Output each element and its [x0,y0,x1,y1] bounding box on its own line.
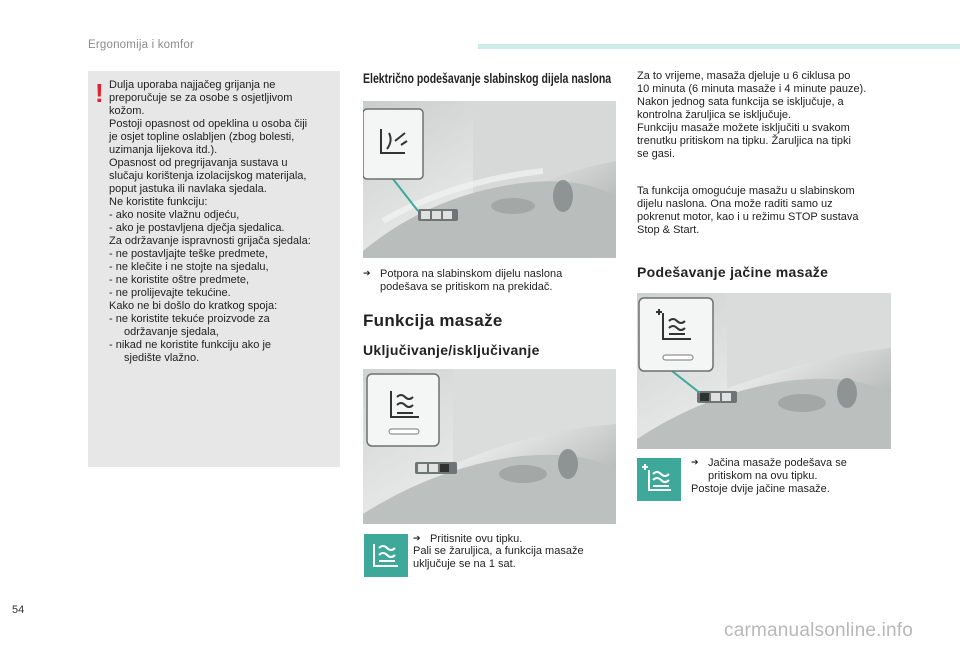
text-line: 10 minuta (6 minuta masaže i 4 minute pauze). [637,83,867,95]
warning-line: - ako nosite vlažnu odjeću, [109,209,240,221]
watermark: carmanualsonline.info [724,620,914,641]
text-line: trenutku pritiskom na tipku. Žaruljica na tipki [637,135,851,147]
warning-line: održavanje sjedala, [124,326,219,338]
photo-lumbar-switch [363,101,616,258]
press-caption-2: Pali se žaruljica, a funkcija masaže uključuje se na 1 sat. [413,545,584,570]
lumbar-caption: ➔ Potpora na slabinskom dijelu naslona podešava se pritiskom na prekidač. [363,268,563,293]
warning-line: Postoji opasnost od opeklina u osoba čiji [109,118,308,130]
text-line: Nakon jednog sata funkcija se isključuje, a [637,96,844,108]
onoff-heading: Uključivanje/isključivanje [363,342,540,358]
warning-line: preporučuje se za osobe s osjetljivom [109,92,293,104]
massage-button-icon [364,534,408,577]
warning-line: Opasnost od pregrijavanja sustava u [109,157,288,169]
lumbar-heading: Električno podešavanje slabinskog dijela naslona [363,71,612,86]
page-number: 54 [12,604,25,616]
warning-line: - ne prolijevajte tekućine. [109,287,231,299]
warning-line: - ne klečite i ne stojte na sjedalu, [109,261,269,273]
massage-heading: Funkcija masaže [363,311,503,330]
text-line: Funkciju masaže možete isključiti u svakom [637,122,850,134]
bullet-icon: ➔ [413,533,421,543]
text-line: kontrolna žaruljica se isključuje. [637,109,792,121]
warning-line: Ne koristite funkciju: [109,196,208,208]
bullet-icon: ➔ [691,457,699,467]
text-line: Za to vrijeme, masaža djeluje u 6 ciklusa po [637,70,851,82]
warning-box [88,71,340,467]
warning-line: Za održavanje ispravnosti grijača sjedala: [109,235,311,247]
photo-intensity-switch [637,293,891,449]
warning-icon: ! [95,78,104,108]
text-line: pokrenut motor, kao i u režimu STOP sustava [637,211,859,223]
warning-line: kožom. [109,105,145,117]
text-line: dijelu naslona. Ona može raditi samo uz [637,198,833,210]
warning-line: - ako je postavljena dječja sjedalica. [109,222,285,234]
massage-conditions [637,185,897,237]
text-line: Ta funkcija omogućuje masažu u slabinskom [637,185,855,197]
intensity-heading: Podešavanje jačine masaže [637,264,829,280]
text-line: se gasi. [637,148,675,160]
press-caption: ➔ Pritisnite ovu tipku. [413,533,523,545]
warning-line: - ne postavljajte teške predmete, [109,248,268,260]
warning-line: poput jastuka ili navlaka sjedala. [109,183,267,195]
massage-description [637,70,897,161]
photo-massage-switch [363,369,616,524]
warning-text [109,79,337,365]
warning-line: Kako ne bi došlo do kratkog spoja: [109,300,278,312]
bullet-icon: ➔ [363,268,371,278]
warning-line: slučaju korištenja izolacijskog materijala, [109,170,307,182]
warning-line: je osjet topline oslabljen (zbog bolesti, [109,131,295,143]
intensity-button-icon [637,458,681,501]
warning-line: Dulja uporaba najjačeg grijanja ne [109,79,276,91]
warning-line: sjedište vlažno. [124,352,200,364]
warning-line: - nikad ne koristite funkciju ako je [109,339,272,351]
text-line: Stop & Start. [637,224,700,236]
header-accent-bar [478,44,960,49]
warning-line: uzimanja lijekova itd.). [109,144,218,156]
warning-line: - ne koristite tekuće proizvode za [109,313,270,325]
warning-line: - ne koristite oštre predmete, [109,274,250,286]
section-title: Ergonomija i komfor [88,39,195,51]
intensity-caption: ➔ Jačina masaže podešava se pritiskom na ovu tipku. Postoje dvije jačine masaže. [691,457,847,495]
